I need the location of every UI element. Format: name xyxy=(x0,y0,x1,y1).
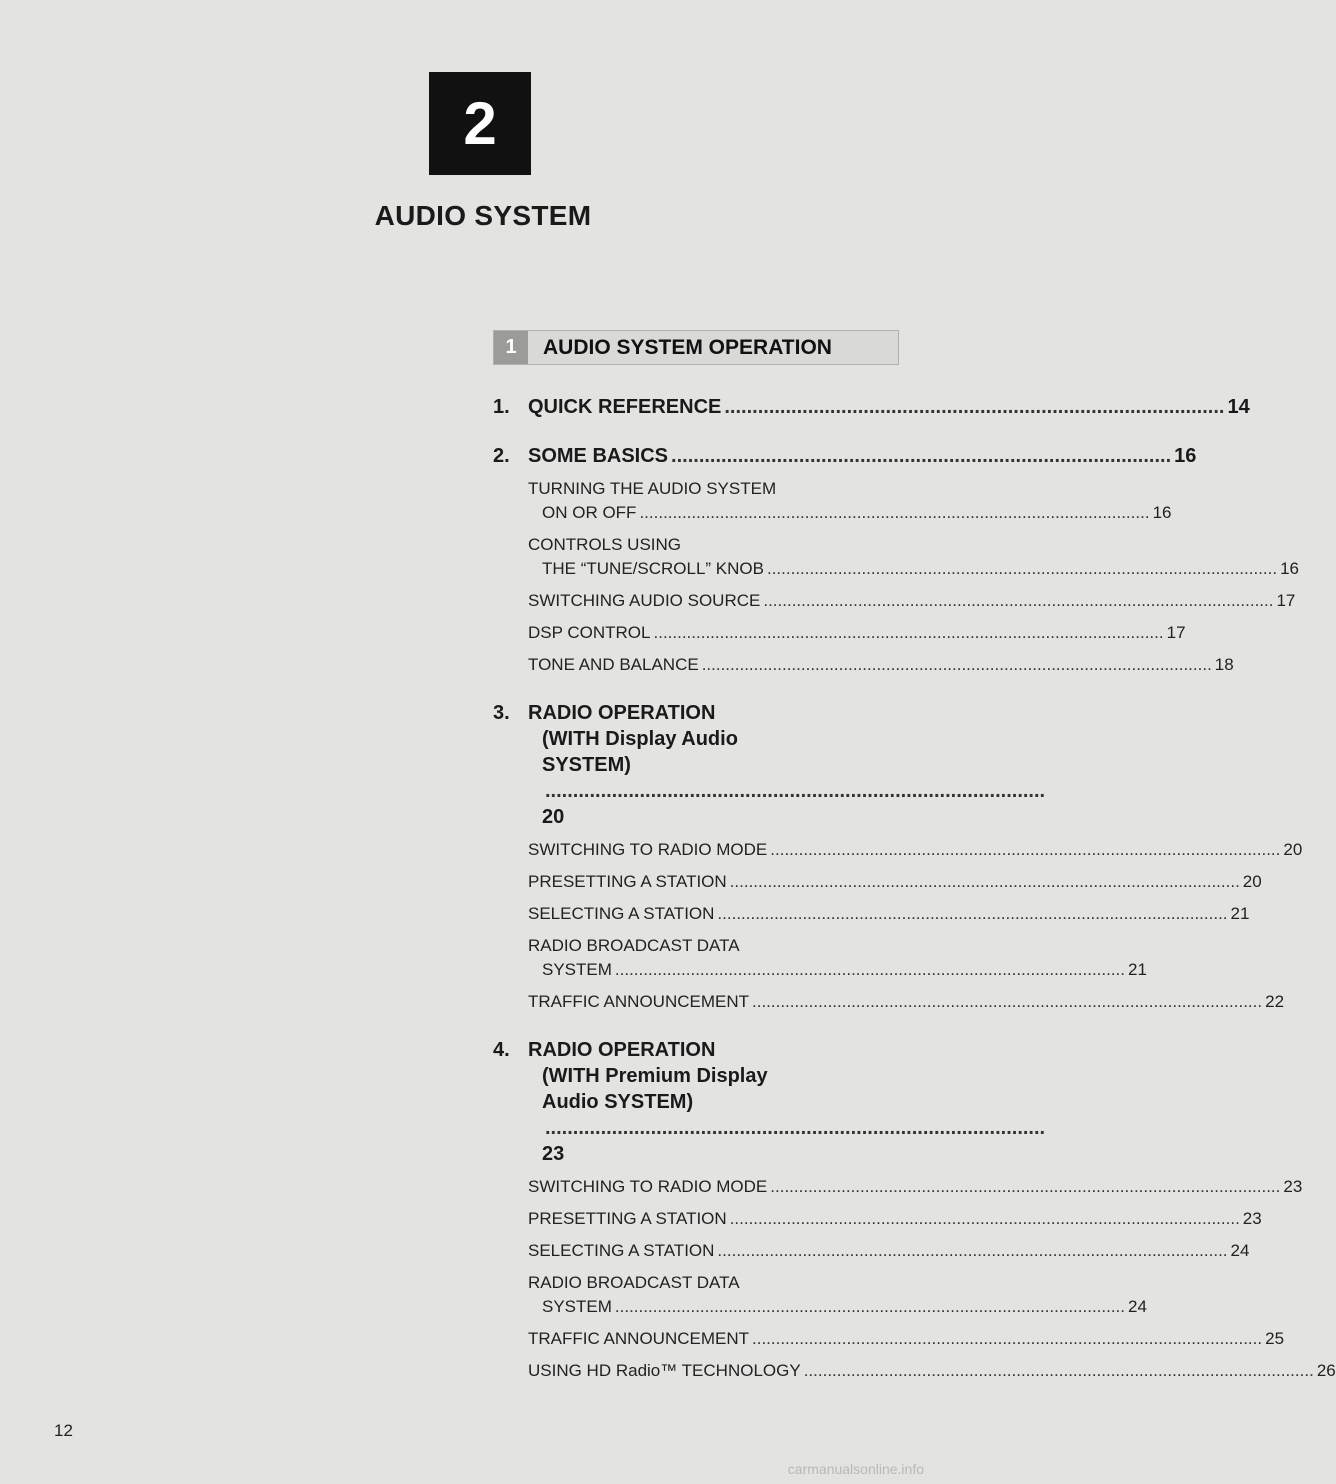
toc-entry-radio-operation-premium[interactable] xyxy=(493,1037,1046,1167)
toc-subentry-page: 21 xyxy=(1230,904,1250,923)
table-of-contents xyxy=(493,394,1336,1383)
toc-subentry-title: SELECTING A STATION xyxy=(528,904,715,923)
toc-subentry-page: 17 xyxy=(1166,623,1186,642)
toc-entry-some-basics[interactable] xyxy=(493,443,1197,469)
dot-leader: .......................................................................................... xyxy=(545,1117,1046,1139)
toc-subentry-title: TONE AND BALANCE xyxy=(528,655,699,674)
dot-leader: ............................................................................................................ xyxy=(717,904,1228,923)
toc-subentry-title: USING HD Radio™ TECHNOLOGY xyxy=(528,1361,801,1380)
toc-subentry-traffic-announcement[interactable] xyxy=(493,990,1285,1014)
dot-leader: ............................................................................................................ xyxy=(763,591,1274,610)
toc-entry-quick-reference[interactable] xyxy=(493,394,1250,420)
toc-entry-number: 3. xyxy=(493,702,510,724)
toc-entry-title-line2: (WITH Premium Display xyxy=(542,1065,768,1087)
toc-entry-title: QUICK REFERENCE xyxy=(528,396,722,418)
toc-subentry-title-line1: CONTROLS USING xyxy=(528,535,682,554)
toc-entry-number: 2. xyxy=(493,445,510,467)
toc-entry-page: 16 xyxy=(1174,445,1197,467)
toc-subentry-page: 16 xyxy=(1152,503,1172,522)
dot-leader: ............................................................................................................ xyxy=(614,960,1126,979)
section-title: AUDIO SYSTEM OPERATION xyxy=(543,335,832,359)
toc-subentry-title-line1: RADIO BROADCAST DATA xyxy=(528,1273,740,1292)
toc-subentry-controls-knob[interactable] xyxy=(493,533,1300,581)
toc-subentry-page: 25 xyxy=(1265,1329,1285,1348)
toc-subentry-page: 16 xyxy=(1280,559,1300,578)
toc-subentry-selecting-station[interactable] xyxy=(493,1239,1250,1263)
toc-subentry-title-line2: SYSTEM xyxy=(542,960,612,979)
toc-entry-title-line3: SYSTEM) xyxy=(542,754,631,776)
toc-subentry-dsp-control[interactable] xyxy=(493,621,1186,645)
toc-entry-radio-operation-display[interactable] xyxy=(493,700,1046,830)
toc-entry-title: SOME BASICS xyxy=(528,445,669,467)
toc-subentry-title-line2: THE “TUNE/SCROLL” KNOB xyxy=(542,559,764,578)
toc-subentry-page: 26 xyxy=(1316,1361,1336,1380)
dot-leader: .......................................................................................... xyxy=(671,445,1172,467)
chapter-number: 2 xyxy=(463,90,497,157)
dot-leader: ............................................................................................................ xyxy=(752,1329,1263,1348)
dot-leader: ............................................................................................................ xyxy=(729,1209,1240,1228)
toc-subentry-page: 18 xyxy=(1214,655,1234,674)
toc-subentry-page: 23 xyxy=(1283,1177,1303,1196)
dot-leader: ............................................................................................................ xyxy=(770,1177,1281,1196)
toc-subentry-title-line1: TURNING THE AUDIO SYSTEM xyxy=(528,479,777,498)
dot-leader: ............................................................................................................ xyxy=(653,623,1164,642)
toc-subentry-title-line2: SYSTEM xyxy=(542,1297,612,1316)
toc-subentry-presetting-station[interactable] xyxy=(493,1207,1262,1231)
dot-leader: .......................................................................................... xyxy=(724,396,1225,418)
toc-entry-title-line3: Audio SYSTEM) xyxy=(542,1091,694,1113)
toc-subentry-title: SELECTING A STATION xyxy=(528,1241,715,1260)
chapter-number-box xyxy=(429,72,531,175)
toc-subentry-title: PRESETTING A STATION xyxy=(528,872,727,891)
toc-subentry-title: SWITCHING TO RADIO MODE xyxy=(528,1177,768,1196)
dot-leader: ............................................................................................................ xyxy=(766,559,1278,578)
toc-subentry-page: 24 xyxy=(1128,1297,1147,1316)
toc-subentry-page: 21 xyxy=(1128,960,1147,979)
dot-leader: ............................................................................................................ xyxy=(729,872,1240,891)
toc-subentry-switching-audio-source[interactable] xyxy=(493,589,1296,613)
section-number: 1 xyxy=(494,331,528,364)
toc-subentry-rbds[interactable] xyxy=(493,934,1147,982)
toc-subentry-title: TRAFFIC ANNOUNCEMENT xyxy=(528,1329,749,1348)
toc-entry-title-line2: (WITH Display Audio xyxy=(542,728,738,750)
chapter-title: AUDIO SYSTEM xyxy=(374,200,592,231)
toc-entry-number: 4. xyxy=(493,1039,510,1061)
toc-subentry-page: 20 xyxy=(1242,872,1262,891)
toc-subentry-title: SWITCHING AUDIO SOURCE xyxy=(528,591,761,610)
dot-leader: ............................................................................................................ xyxy=(639,503,1150,522)
toc-subentry-title: TRAFFIC ANNOUNCEMENT xyxy=(528,992,749,1011)
toc-subentry-title: SWITCHING TO RADIO MODE xyxy=(528,840,768,859)
toc-subentry-tone-balance[interactable] xyxy=(493,653,1234,677)
toc-subentry-page: 24 xyxy=(1230,1241,1250,1260)
toc-subentry-switching-radio-mode[interactable] xyxy=(493,1175,1303,1199)
toc-subentry-title: PRESETTING A STATION xyxy=(528,1209,727,1228)
toc-entry-page: 20 xyxy=(542,806,565,828)
dot-leader: ............................................................................................................ xyxy=(803,1361,1314,1380)
toc-entry-page: 23 xyxy=(542,1143,565,1165)
toc-subentry-title-line2: ON OR OFF xyxy=(542,503,637,522)
toc-entry-title-line1: RADIO OPERATION xyxy=(528,702,716,724)
toc-subentry-page: 23 xyxy=(1242,1209,1262,1228)
dot-leader: ............................................................................................................ xyxy=(752,992,1263,1011)
watermark: carmanualsonline.info xyxy=(787,1461,924,1477)
toc-subentry-hd-radio[interactable] xyxy=(493,1359,1336,1383)
toc-subentry-switching-radio-mode[interactable] xyxy=(493,838,1303,862)
toc-subentry-title: DSP CONTROL xyxy=(528,623,651,642)
toc-entry-number: 1. xyxy=(493,396,510,418)
toc-subentry-turning-on-off[interactable] xyxy=(493,477,1172,525)
toc-subentry-title-line1: RADIO BROADCAST DATA xyxy=(528,936,740,955)
toc-subentry-presetting-station[interactable] xyxy=(493,870,1262,894)
dot-leader: .......................................................................................... xyxy=(545,780,1046,802)
toc-entry-page: 14 xyxy=(1227,396,1250,418)
toc-subentry-page: 22 xyxy=(1265,992,1285,1011)
toc-subentry-traffic-announcement[interactable] xyxy=(493,1327,1285,1351)
toc-entry-title-line1: RADIO OPERATION xyxy=(528,1039,716,1061)
dot-leader: ............................................................................................................ xyxy=(701,655,1212,674)
dot-leader: ............................................................................................................ xyxy=(614,1297,1126,1316)
toc-subentry-rbds[interactable] xyxy=(493,1271,1147,1319)
dot-leader: ............................................................................................................ xyxy=(770,840,1281,859)
dot-leader: ............................................................................................................ xyxy=(717,1241,1228,1260)
toc-subentry-page: 17 xyxy=(1276,591,1296,610)
toc-subentry-selecting-station[interactable] xyxy=(493,902,1250,926)
section-header xyxy=(493,330,899,365)
toc-subentry-page: 20 xyxy=(1283,840,1303,859)
page-number: 12 xyxy=(54,1421,73,1440)
